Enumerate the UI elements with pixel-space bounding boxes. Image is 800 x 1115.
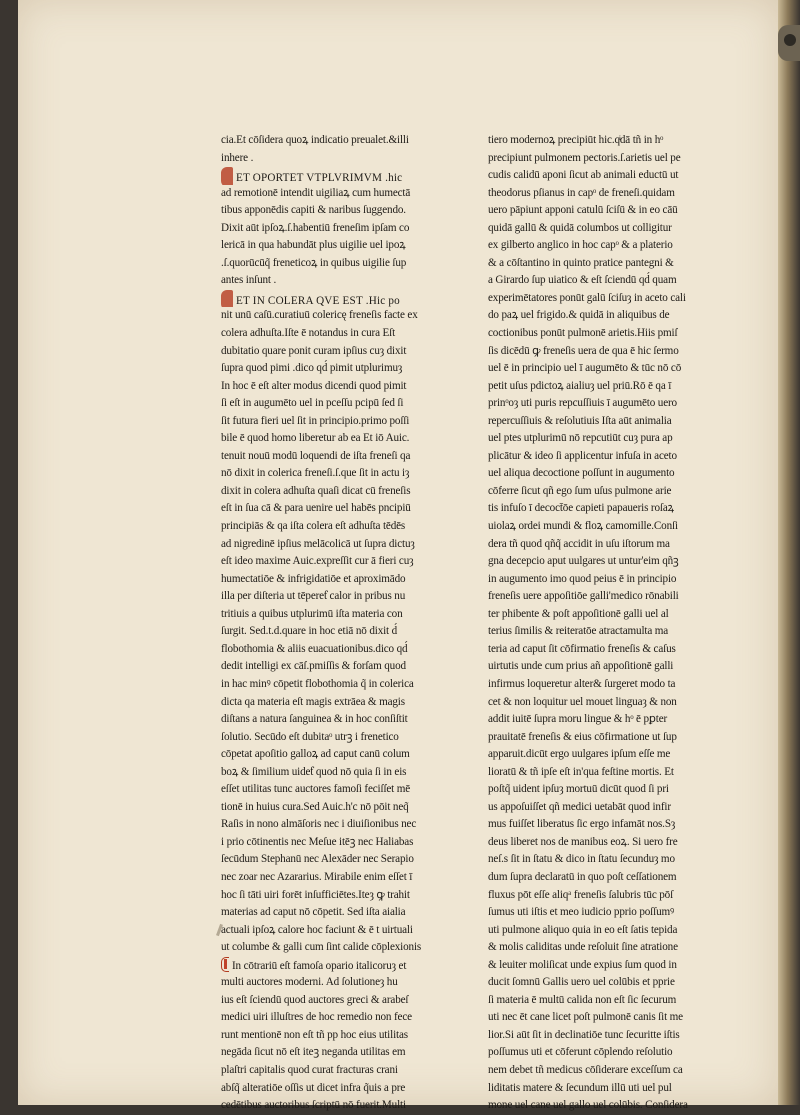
text-line: lior.Si aūt ſit in declinatiōe tunc ſecuritte iſtis bbox=[488, 1028, 680, 1041]
text-line: tis infuſo ī decoct̄ōe capieti papaueris roſaꝝ bbox=[488, 502, 674, 515]
text-line: ut columbe & galli cum ſint calide cōplexionis bbox=[221, 941, 422, 954]
text-line bbox=[221, 290, 453, 308]
text-line: eſſet utilitas tunc auctores famoſi feciſſet mē bbox=[221, 783, 411, 796]
incipit-text: ET IN COLERA QVE EST .Hic po bbox=[236, 294, 400, 307]
text-line: repercuſſiuis & reſolutiuis Iſta aūt animalia bbox=[488, 414, 672, 427]
text-line: cia.Et cōſidera quoꝝ indicatio preualet.&illi bbox=[221, 134, 409, 146]
right-text-column bbox=[488, 132, 720, 1115]
text-line: dera tñ quod qñq̃ accidit in uſu iſtorum ma bbox=[488, 537, 670, 550]
rubric-initial-icon bbox=[221, 290, 233, 308]
text-line: boꝝ & ſimilium uideƭ quod nō quia ſi in eis bbox=[221, 765, 407, 778]
text-line: & molis caliditas unde reſoluit ſine atratione bbox=[488, 941, 678, 954]
text-line: theodorus pſianus in capᵒ de freneſi.quidam bbox=[488, 186, 675, 199]
text-line: gna decepcio aput uulgares ut untur'eim qñꝫ bbox=[488, 555, 679, 568]
text-line: dicta qa materia eſt magis extrāea & magis bbox=[221, 695, 405, 708]
manuscript-page bbox=[18, 0, 778, 1112]
text-line: us appoſuiſſet qñ medici uetabāt quod infir bbox=[488, 800, 671, 813]
text-line: ſecūdum Stephanū nec Alexāder nec Serapio bbox=[221, 853, 414, 866]
text-line: & a cōſtantino in quinto pratice pantegni & bbox=[488, 256, 674, 269]
text-line: infirmus loqueretur alter& ſurgeret modo ta bbox=[488, 677, 676, 690]
text-line: tibus apponēdis capiti & naribus ſuggendo. bbox=[221, 204, 406, 217]
text-line: coctionibus ponūt pulmonē arietis.Hiis pmiſ bbox=[488, 327, 678, 340]
text-line: humectatiōe & infrigidatiōe et aproximādo bbox=[221, 572, 406, 585]
text-line: tenuit nouū modū loquendi de iſta freneſi qa bbox=[221, 449, 411, 462]
paragraph-start-text: In cōtrariū eſt famoſa opario italicoruȝ et bbox=[232, 959, 407, 972]
text-line: uero pāpiunt apponi catulū ſciſū & in eo cāū bbox=[488, 204, 678, 217]
book-gutter bbox=[778, 0, 800, 1105]
text-line: ius eſt ſciendū quod auctores greci & arabeſ bbox=[221, 993, 409, 1006]
text-line: hoc ſi tāti uiri forēt inſufficiētes.Iteȝ ꝙ trahit bbox=[221, 888, 410, 901]
text-line: in hac minꝰ cōpetit flobothomia q̃ in colerica bbox=[221, 677, 414, 690]
text-line: ter phibente & poſt appoſitionē galli uel al bbox=[488, 607, 669, 620]
text-line: colera adhuſta.Iſte ē notandus in cura Eſt bbox=[221, 327, 396, 340]
text-line: precipiunt pulmonem pectoris.ſ.arietis uel pe bbox=[488, 151, 681, 164]
text-line: nec zoar nec Azararius. Mirabile enim eſſet ī bbox=[221, 870, 413, 883]
text-line: runt mentionē non eſt tñ pp hoc eius utilitas bbox=[221, 1028, 408, 1041]
text-line: ſumus uti iſtis et meo iudicio pprio poſſumꝰ bbox=[488, 906, 675, 919]
text-line: diſtans a natura ſanguinea & in hoc conſiſtit bbox=[221, 713, 408, 726]
text-line: cet & non loquitur uel mouet linguaȝ & non bbox=[488, 695, 677, 708]
text-line: fluxus pōt eſſe aliqᵃ freneſis ſalubris tūc pōſ bbox=[488, 888, 674, 901]
text-line: illa per diſteria ut tēpereƭ calor in pribus nu bbox=[221, 590, 406, 603]
text-line: in augumento imo quod peius ē in principio bbox=[488, 572, 677, 585]
text-line: dixit in colera adhuſta quaſi dicat cū freneſis bbox=[221, 484, 411, 497]
text-line: Raſis in nono almāſoris nec i diuiſionibus nec bbox=[221, 818, 417, 831]
text-line: cudis calidū aponi ſicut ab animali eductū ut bbox=[488, 169, 679, 182]
text-line: do paꝝ uel frigido.& quidā in aliquibus de bbox=[488, 309, 670, 322]
clip-dot-icon bbox=[784, 34, 796, 46]
text-line: cōpetat apoſitio galloꝝ ad caput canū colum bbox=[221, 748, 410, 761]
text-line: nem debet tñ medicus cōſiderare exceſſum ca bbox=[488, 1063, 683, 1076]
text-line: multi auctores moderni. Ad ſolutioneȝ hu bbox=[221, 976, 398, 989]
text-line: ſit futura fieri uel ſit in principio.primo poſſi bbox=[221, 414, 410, 427]
text-line: Dixit aūt ipſoꝝ.ſ.habentiū freneſim ipſam co bbox=[221, 221, 410, 234]
text-line: medici uiri illuſtres de hoc remedio non fece bbox=[221, 1011, 412, 1024]
text-line: actuali ipſoꝝ calore hoc faciunt & ē t uirtuali bbox=[221, 923, 413, 936]
text-line: uel ptes utplurimū nō repcutiūt cuȝ pura ap bbox=[488, 432, 673, 445]
left-text-column bbox=[221, 132, 453, 1115]
text-line: poſſumus uti et cōferunt cōplendo reſolutio bbox=[488, 1046, 673, 1059]
text-line: flobothomia & aliis euacuationibus.dico qd́ bbox=[221, 642, 408, 655]
text-line: prinᵒoȝ uti puris repcuſſiuis ī augumēto uero bbox=[488, 397, 677, 410]
text-line: prauitatē freneſis & eius cōfirmatione ut ſup bbox=[488, 730, 677, 743]
text-line: apparuit.dicūt ergo uulgares ipſum eſſe me bbox=[488, 748, 671, 761]
text-line: tionē in huius cura.Sed Auic.h'c nō pōit neq̃ bbox=[221, 800, 409, 813]
text-line: inhere . bbox=[221, 151, 254, 164]
text-line bbox=[221, 167, 453, 185]
text-line: tiero modernoꝝ precipiūt hic.qͥdā tñ in hᵒ bbox=[488, 134, 664, 146]
text-line: terius ſimilis & reiteratōe atractamulta ma bbox=[488, 625, 669, 638]
text-line: uel aliqua decoctione poſſunt in augumento bbox=[488, 467, 675, 480]
text-line: liditatis matere & ſecundum illū uti uel pul bbox=[488, 1081, 672, 1094]
text-line: poſtq̃ uident ipſuȝ mortuū dicūt quod ſi pri bbox=[488, 783, 669, 796]
rubric-initial-icon bbox=[221, 167, 233, 185]
text-line: teria ad caput ſit cōfirmatio freneſis & caſus bbox=[488, 642, 676, 655]
text-line: .ſ.quorūcūq̃ freneticoꝝ in quibus uigilie ſup bbox=[221, 256, 407, 269]
text-line: mus fuiſſet liberatus ſic ergo infamāt nos.Sȝ bbox=[488, 818, 676, 831]
text-line: lericā in qua habundāt plus uigilie uel ipoꝝ bbox=[221, 239, 406, 252]
text-line: & leuiter moliſicat unde expius ſum quod in bbox=[488, 958, 677, 971]
text-line: uti nec ēt cane licet poſt pulmonē canis ſit me bbox=[488, 1011, 683, 1024]
text-line: bile ē quod homo liberetur ab ea Et iō Auic. bbox=[221, 432, 410, 445]
text-line: negāda ſicut nō eſt iteꝫ neganda utilitas em bbox=[221, 1046, 406, 1059]
text-line: ex gilberto anglico in hoc capᵒ & a platerio bbox=[488, 239, 673, 252]
text-line bbox=[221, 957, 453, 975]
text-line: ſupra quod pimi .dico qd́ pimit utplurimuȝ bbox=[221, 362, 403, 375]
text-line: nō dixit in colerica freneſi.ſ.que ſit in actu iȝ bbox=[221, 467, 410, 480]
text-line: eſt in ſua cā & para uenire uel habēs pncipiū bbox=[221, 502, 411, 515]
text-line: ſi eſt in augumēto uel in pceſſu pcipū ſed ſi bbox=[221, 397, 404, 410]
text-line: cedētibus auctoribus ſcriptū nō fuerit.Multi bbox=[221, 1099, 406, 1112]
text-line: ſis dicēdū ꝙ freneſis uera de qua ē hic ſermo bbox=[488, 344, 679, 357]
text-line: lioratū & tñ ipſe eſt in'qua feſtine mortis. Et bbox=[488, 765, 674, 778]
text-line: uirtutis unde cum prius añ appoſitionē galli bbox=[488, 660, 674, 673]
text-line: deus liberet nos de manibus eoꝝ. Si uero fre bbox=[488, 835, 678, 848]
text-line: ſolutio. Secūdo eſt dubitaᵒ utrꝫ i frenetico bbox=[221, 730, 399, 743]
text-line: experimētatores ponūt galū ſciſuȝ in aceto cali bbox=[488, 291, 686, 304]
incipit-text: ET OPORTET VTPLVRIMVM .hic bbox=[236, 172, 403, 185]
text-line: dum ſupra declaratū in quo poſt ceſſationem bbox=[488, 870, 677, 883]
text-line: nit unū caſū.curatiuū colericę freneſis facte ex bbox=[221, 309, 418, 322]
text-line: abſq̃ alteratiōe oſſis ut dicet infra q̃uis a pre bbox=[221, 1081, 406, 1094]
text-line: addit iuitē ſupra moru lingue & hᵒ ē pꝑter bbox=[488, 713, 668, 726]
text-line: freneſis uere appoſitiōe galli'medico rōnabili bbox=[488, 590, 679, 603]
text-line: In hoc ē eſt alter modus dicendi quod pimit bbox=[221, 379, 407, 392]
text-line: materias ad caput nō cōpetit. Sed iſta aialia bbox=[221, 906, 406, 919]
text-line: a Girardo ſup uiatico & eſt ſciendū qd́ quam bbox=[488, 274, 677, 287]
text-line: dedit intelligi ex cāſ.pmiſſis & forſam quod bbox=[221, 660, 406, 673]
pilcrow-icon bbox=[221, 957, 229, 972]
text-line: plaſtri capitalis quod curat fracturas crani bbox=[221, 1063, 398, 1076]
text-line: dubitatio quare ponit curam ipſius cuȝ dixit bbox=[221, 344, 407, 357]
text-line: uel ē in principio uel ī augumēto & tūc nō cō bbox=[488, 362, 682, 375]
text-line: quidā gallū & quidā columbos ut colligitur bbox=[488, 221, 672, 234]
text-line: i prio cōtinentis nec Meſue itēꝫ nec Haliabas bbox=[221, 835, 414, 848]
text-line: ſi materia ē multū calida non eſt ſic ſecurum bbox=[488, 993, 677, 1006]
text-line: tritiuis a quibus utplurimū iſta materia con bbox=[221, 607, 403, 620]
text-line: mone uel cane uel gallo uel colūbis. Conſidera bbox=[488, 1099, 688, 1112]
text-line: antes inſunt . bbox=[221, 274, 277, 287]
text-line: petit uſus pdictoꝝ aialiuȝ uel priū.Rō ē qa ī bbox=[488, 379, 672, 392]
text-line: uiolaꝝ ordei mundi & floꝝ camomille.Conſi bbox=[488, 520, 678, 533]
text-line: ad nigredinē ipſius melācolicā ut ſupra dictuȝ bbox=[221, 537, 415, 550]
text-line: ſurgit. Sed.t.d.quare in hoc etiā nō dixit d́ bbox=[221, 625, 398, 638]
text-line: neſ.s ſit in ſtatu & dico in ſtatu ſecunduȝ mo bbox=[488, 853, 675, 866]
text-line: cōferre ſicut qñ ego ſum uſus pulmone arie bbox=[488, 484, 672, 497]
text-line: plicātur & ideo ſi applicentur infuſa in aceto bbox=[488, 449, 677, 462]
text-line: uti pulmone aliquo quia in eo eſt ſatis tepida bbox=[488, 923, 678, 936]
text-line: eſt ideo maxime Auic.expreſſit cur ā fieri cuȝ bbox=[221, 555, 414, 568]
text-line: ad remotionē intendit uigiliaꝝ cum humectā bbox=[221, 186, 411, 199]
text-line: ducit ſomnū Gallis uero uel colūbis et pprie bbox=[488, 976, 675, 989]
text-line: principiās & qa iſta colera eſt adhuſta tēdēs bbox=[221, 520, 406, 533]
